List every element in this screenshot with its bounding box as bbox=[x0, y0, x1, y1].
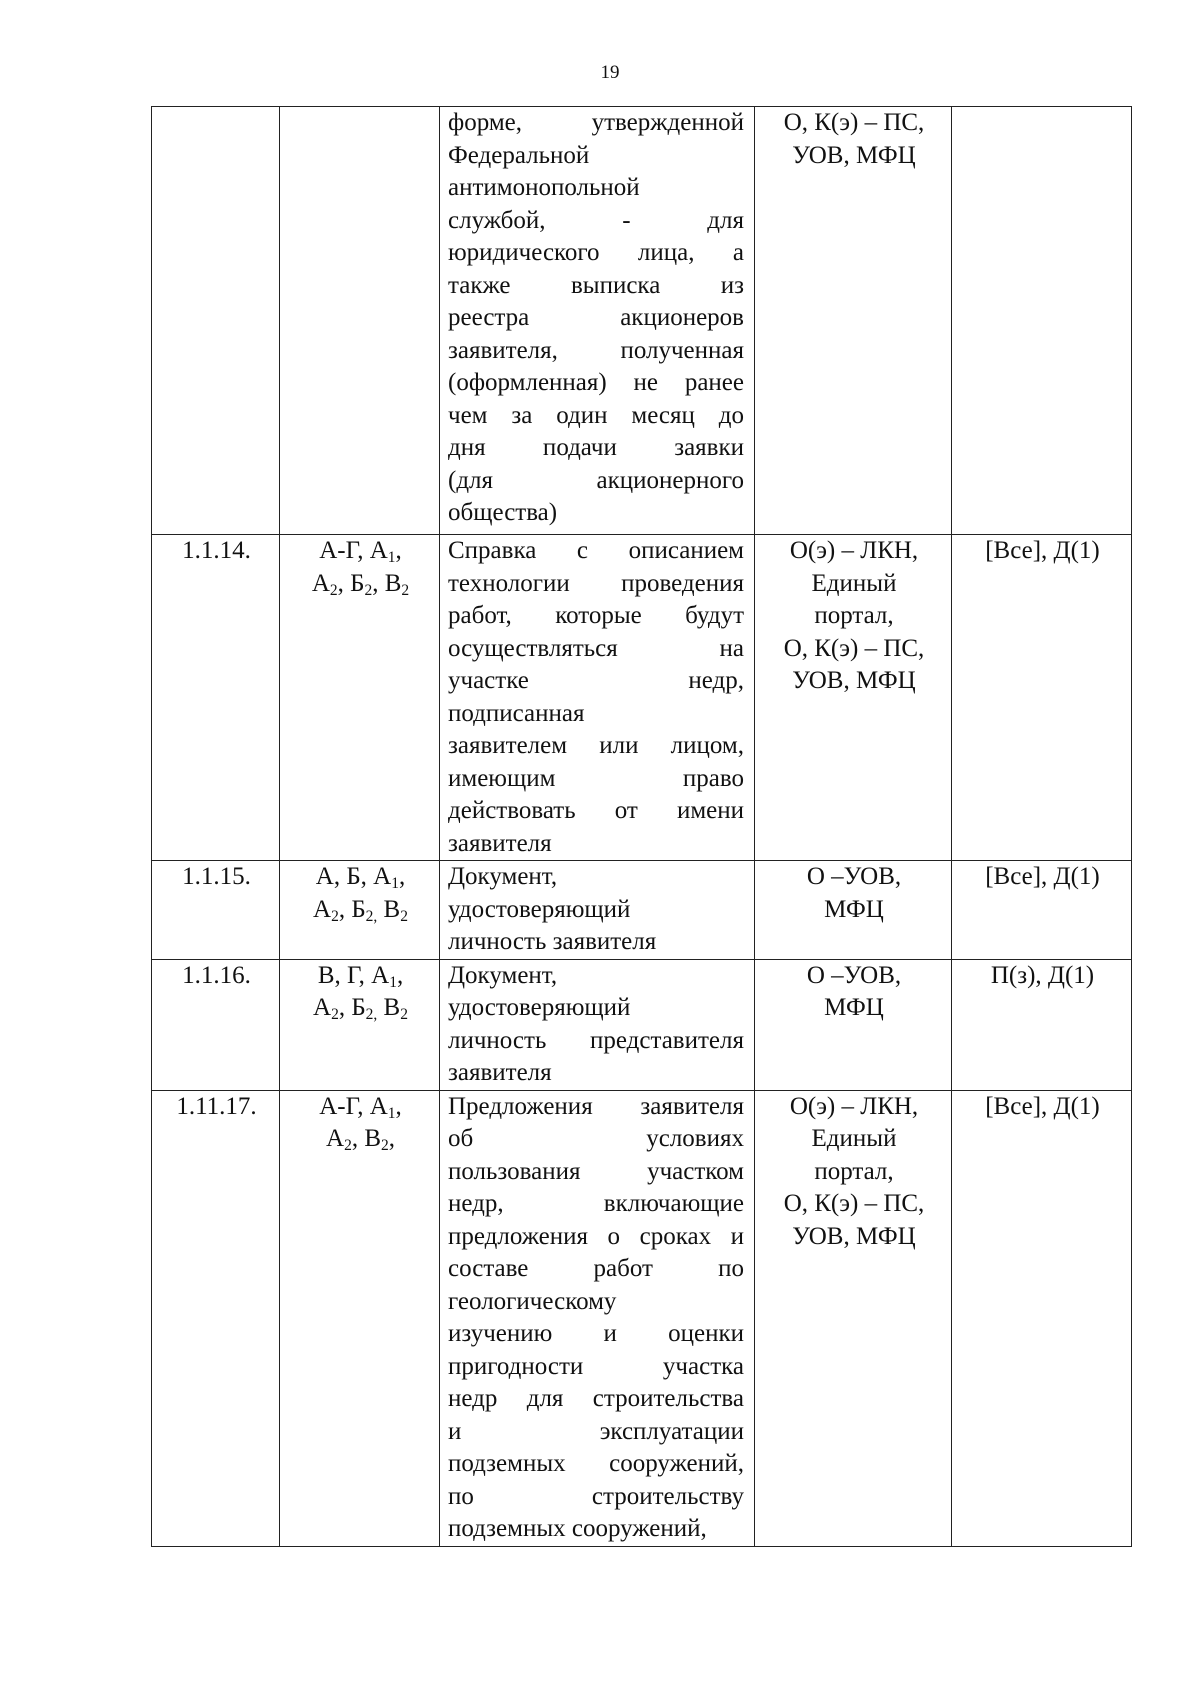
description-line: заявителя bbox=[448, 829, 552, 857]
submission-method-line: Единый bbox=[811, 1125, 897, 1152]
table-row bbox=[152, 1090, 1132, 1546]
description-line: подземных сооружений, bbox=[448, 1515, 707, 1542]
description-line: Федеральной bbox=[448, 141, 590, 169]
row-number-cell bbox=[152, 861, 280, 960]
description-line: Справка с описанием bbox=[448, 537, 744, 564]
description-line: заявителя bbox=[448, 1059, 552, 1086]
applicant-category-cell bbox=[280, 107, 440, 535]
submission-method-cell bbox=[755, 107, 952, 535]
description-line: изучению и оценки bbox=[448, 1320, 744, 1347]
applicant-category-line: А-Г, $А_1$, bbox=[319, 1092, 402, 1122]
applicant-category-cell bbox=[280, 861, 440, 960]
description-line: об условиях bbox=[448, 1125, 744, 1152]
requirements-table bbox=[151, 106, 1132, 1547]
description-line: чем за один месяц до bbox=[448, 401, 744, 429]
submission-method-line: О, К(э) – ПС, bbox=[783, 1190, 925, 1217]
table-body bbox=[152, 107, 1132, 1547]
requirement-note: П(з), Д(1) bbox=[990, 961, 1095, 989]
row-number-cell bbox=[152, 1090, 280, 1546]
table-row bbox=[152, 535, 1132, 861]
applicant-category-cell bbox=[280, 959, 440, 1090]
description-line: участке недр, bbox=[448, 667, 744, 694]
description-line: антимонопольной bbox=[448, 174, 640, 201]
description-line: предложения о сроках и bbox=[448, 1222, 744, 1250]
requirement-note-cell bbox=[952, 861, 1132, 960]
description-line: работ, которые будут bbox=[448, 602, 744, 629]
row-number: 1.11.17. bbox=[176, 1092, 257, 1120]
document-description-cell bbox=[440, 107, 755, 535]
description-line: службой, - для bbox=[448, 206, 744, 234]
description-line: (для акционерного bbox=[448, 466, 744, 494]
description-line: осуществляться на bbox=[448, 634, 744, 662]
description-line: пригодности участка bbox=[448, 1352, 744, 1380]
description-line: юридического лица, а bbox=[448, 239, 744, 266]
description-line: пользования участком bbox=[448, 1157, 744, 1185]
description-line: реестра акционеров bbox=[448, 304, 744, 331]
submission-method-cell bbox=[755, 959, 952, 1090]
submission-method-line: Единый bbox=[811, 569, 897, 597]
submission-method-line: УОВ, МФЦ bbox=[792, 667, 916, 694]
description-line: по строительству bbox=[448, 1482, 744, 1510]
row-number-cell bbox=[152, 535, 280, 861]
applicant-category-line: А, Б, $А_1$, bbox=[315, 863, 406, 892]
description-line: имеющим право bbox=[448, 764, 744, 792]
requirement-note: [Все], Д(1) bbox=[985, 863, 1100, 890]
requirement-note: [Все], Д(1) bbox=[985, 1092, 1100, 1120]
description-line: Документ, bbox=[448, 961, 558, 989]
row-number: 1.1.16. bbox=[182, 961, 251, 989]
submission-method-line: портал, bbox=[814, 1157, 894, 1185]
document-description-cell bbox=[440, 1090, 755, 1546]
requirement-note-cell bbox=[952, 959, 1132, 1090]
submission-method-line: МФЦ bbox=[824, 895, 884, 923]
submission-method-line: О –УОВ, bbox=[806, 961, 902, 989]
submission-method-line: О –УОВ, bbox=[806, 863, 902, 890]
description-line: заявителем или лицом, bbox=[448, 732, 744, 759]
applicant-category-cell bbox=[280, 535, 440, 861]
description-line: общества) bbox=[448, 499, 558, 526]
applicant-category-cell bbox=[280, 1090, 440, 1546]
applicant-category-line: $А_2$, $Б_{2,}$ $В_2$ bbox=[313, 994, 408, 1023]
description-line: технологии проведения bbox=[448, 569, 744, 597]
row-number: 1.1.14. bbox=[182, 537, 251, 564]
submission-method-cell bbox=[755, 535, 952, 861]
document-description-cell bbox=[440, 959, 755, 1090]
submission-method-line: О, К(э) – ПС, bbox=[783, 634, 925, 662]
description-line: дня подачи заявки bbox=[448, 434, 744, 461]
description-line: недр, включающие bbox=[448, 1190, 744, 1217]
description-line: личность представителя bbox=[448, 1026, 744, 1054]
requirement-note-cell bbox=[952, 535, 1132, 861]
document-description-cell bbox=[440, 535, 755, 861]
description-line: личность заявителя bbox=[448, 928, 657, 955]
description-line: удостоверяющий bbox=[448, 895, 631, 923]
submission-method-line: УОВ, МФЦ bbox=[792, 1222, 916, 1250]
requirement-note: [Все], Д(1) bbox=[985, 537, 1100, 564]
row-number: 1.1.15. bbox=[182, 863, 251, 890]
submission-method-line: О(э) – ЛКН, bbox=[789, 537, 919, 564]
row-number-cell bbox=[152, 107, 280, 535]
submission-method-cell bbox=[755, 861, 952, 960]
description-line: также выписка из bbox=[448, 271, 744, 299]
table-row bbox=[152, 959, 1132, 1090]
description-line: Документ, bbox=[448, 863, 558, 890]
submission-method-line: О, К(э) – ПС, bbox=[783, 109, 925, 136]
requirement-note-cell bbox=[952, 107, 1132, 535]
table-row bbox=[152, 861, 1132, 960]
applicant-category-line: $А_2$, $Б_2$, $В_2$ bbox=[311, 569, 410, 599]
description-line: и эксплуатации bbox=[448, 1417, 744, 1445]
description-line: Предложения заявителя bbox=[448, 1092, 744, 1120]
table-row bbox=[152, 107, 1132, 535]
applicant-category-line: $А_2$, $В_2$, bbox=[326, 1125, 395, 1154]
submission-method-line: МФЦ bbox=[824, 994, 884, 1021]
description-line: недр для строительства bbox=[448, 1385, 744, 1412]
requirement-note-cell bbox=[952, 1090, 1132, 1546]
applicant-category-line: В, Г, $А_1$, bbox=[317, 961, 404, 991]
description-line: действовать от имени bbox=[448, 797, 744, 824]
description-line: (оформленная) не ранее bbox=[448, 369, 744, 396]
applicant-category-line: А-Г, $А_1$, bbox=[319, 537, 402, 566]
description-line: форме, утвержденной bbox=[448, 109, 744, 136]
page-number: 19 bbox=[600, 62, 620, 83]
description-line: составе работ по bbox=[448, 1255, 744, 1282]
submission-method-line: УОВ, МФЦ bbox=[792, 141, 916, 169]
submission-method-line: портал, bbox=[814, 602, 894, 629]
description-line: подземных сооружений, bbox=[448, 1450, 744, 1477]
description-line: удостоверяющий bbox=[448, 994, 631, 1021]
row-number-cell bbox=[152, 959, 280, 1090]
description-line: геологическому bbox=[448, 1287, 617, 1315]
description-line: заявителя, полученная bbox=[448, 336, 744, 364]
applicant-category-line: $А_2$, $Б_{2,}$ $В_2$ bbox=[313, 895, 408, 925]
submission-method-cell bbox=[755, 1090, 952, 1546]
document-description-cell bbox=[440, 861, 755, 960]
description-line: подписанная bbox=[448, 699, 585, 727]
submission-method-line: О(э) – ЛКН, bbox=[789, 1092, 919, 1120]
